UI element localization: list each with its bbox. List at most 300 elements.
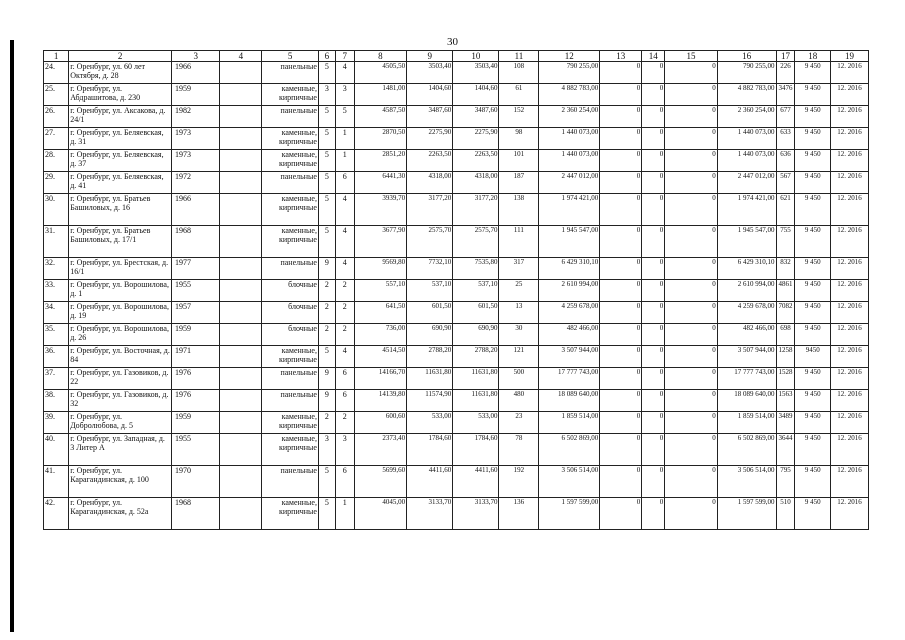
cell-col-12: 3 506 514,00 (539, 466, 600, 498)
cell-col-4 (220, 62, 262, 84)
cell-col-11: 23 (499, 412, 539, 434)
cell-col-13: 0 (600, 106, 642, 128)
cell-col-6: 5 (318, 194, 335, 226)
cell-col-1: 41. (44, 466, 69, 498)
cell-col-8: 557,10 (354, 280, 406, 302)
cell-col-16: 3 506 514,00 (717, 466, 776, 498)
cell-col-17: 3644 (776, 434, 795, 466)
cell-col-17: 3489 (776, 412, 795, 434)
cell-col-11: 108 (499, 62, 539, 84)
table-row (44, 324, 869, 346)
cell-col-19: 12. 2016 (831, 280, 869, 302)
cell-col-7: 2 (335, 324, 354, 346)
cell-col-1: 36. (44, 346, 69, 368)
cell-col-9: 3133,70 (407, 498, 453, 530)
cell-col-3: 1959 (172, 412, 220, 434)
cell-col-19: 12. 2016 (831, 84, 869, 106)
cell-col-11: 25 (499, 280, 539, 302)
cell-col-3: 1968 (172, 226, 220, 258)
cell-col-16: 1 440 073,00 (717, 150, 776, 172)
cell-col-2: г. Оренбург, ул. Ворошилова, д. 1 (69, 280, 172, 302)
cell-col-16: 4 882 783,00 (717, 84, 776, 106)
cell-col-1: 31. (44, 226, 69, 258)
cell-col-6: 5 (318, 128, 335, 150)
cell-col-10: 690,90 (453, 324, 499, 346)
cell-col-10: 4411,60 (453, 466, 499, 498)
cell-col-4 (220, 302, 262, 324)
cell-col-6: 9 (318, 368, 335, 390)
cell-col-18: 9 450 (795, 172, 831, 194)
left-margin-bar (10, 40, 14, 632)
cell-col-9: 1784,60 (407, 434, 453, 466)
cell-col-16: 2 447 012,00 (717, 172, 776, 194)
cell-col-9: 2575,70 (407, 226, 453, 258)
cell-col-10: 2263,50 (453, 150, 499, 172)
cell-col-2: г. Оренбург, ул. Брестская, д. 16/1 (69, 258, 172, 280)
cell-col-9: 1404,60 (407, 84, 453, 106)
cell-col-2: г. Оренбург, ул. Аксакова, д. 24/1 (69, 106, 172, 128)
cell-col-13: 0 (600, 302, 642, 324)
table-row (44, 84, 869, 106)
cell-col-3: 1976 (172, 368, 220, 390)
cell-col-14: 0 (642, 466, 665, 498)
cell-col-9: 3503,40 (407, 62, 453, 84)
cell-col-2: г. Оренбург, ул. Добролюбова, д. 5 (69, 412, 172, 434)
cell-col-15: 0 (665, 498, 717, 530)
cell-col-17: 1528 (776, 368, 795, 390)
cell-col-2: г. Оренбург, ул. Карагандинская, д. 52а (69, 498, 172, 530)
cell-col-2: г. Оренбург, ул. Ворошилова, д. 26 (69, 324, 172, 346)
cell-col-8: 14139,80 (354, 390, 406, 412)
cell-col-15: 0 (665, 226, 717, 258)
cell-col-7: 3 (335, 434, 354, 466)
cell-col-5: каменные, кирпичные (262, 226, 319, 258)
cell-col-13: 0 (600, 466, 642, 498)
cell-col-8: 4514,50 (354, 346, 406, 368)
cell-col-2: г. Оренбург, ул. Абдрашитова, д. 230 (69, 84, 172, 106)
cell-col-17: 4861 (776, 280, 795, 302)
cell-col-4 (220, 412, 262, 434)
table-row (44, 466, 869, 498)
cell-col-9: 3177,20 (407, 194, 453, 226)
cell-col-2: г. Оренбург, ул. Братьев Башиловых, д. 17/1 (69, 226, 172, 258)
table-row (44, 62, 869, 84)
cell-col-5: каменные, кирпичные (262, 346, 319, 368)
cell-col-9: 601,50 (407, 302, 453, 324)
column-header: 16 (717, 51, 776, 62)
cell-col-11: 480 (499, 390, 539, 412)
cell-col-15: 0 (665, 280, 717, 302)
cell-col-15: 0 (665, 434, 717, 466)
cell-col-8: 3939,70 (354, 194, 406, 226)
cell-col-13: 0 (600, 368, 642, 390)
cell-col-12: 3 507 944,00 (539, 346, 600, 368)
cell-col-9: 11631,80 (407, 368, 453, 390)
column-header: 3 (172, 51, 220, 62)
cell-col-19: 12. 2016 (831, 412, 869, 434)
cell-col-19: 12. 2016 (831, 346, 869, 368)
page-number: 30 (447, 36, 458, 48)
cell-col-14: 0 (642, 324, 665, 346)
table-row (44, 150, 869, 172)
cell-col-4 (220, 258, 262, 280)
table-body (44, 62, 869, 530)
cell-col-4 (220, 346, 262, 368)
cell-col-3: 1966 (172, 194, 220, 226)
cell-col-6: 9 (318, 390, 335, 412)
cell-col-13: 0 (600, 412, 642, 434)
cell-col-13: 0 (600, 390, 642, 412)
cell-col-17: 633 (776, 128, 795, 150)
cell-col-10: 4318,00 (453, 172, 499, 194)
cell-col-19: 12. 2016 (831, 434, 869, 466)
cell-col-9: 533,00 (407, 412, 453, 434)
cell-col-9: 2275,90 (407, 128, 453, 150)
cell-col-19: 12. 2016 (831, 324, 869, 346)
cell-col-10: 3503,40 (453, 62, 499, 84)
cell-col-18: 9 450 (795, 466, 831, 498)
cell-col-2: г. Оренбург, ул. Газовиков, д. 22 (69, 368, 172, 390)
cell-col-2: г. Оренбург, ул. Западная, д. 3 Литер А (69, 434, 172, 466)
cell-col-5: блочные (262, 280, 319, 302)
cell-col-4 (220, 172, 262, 194)
cell-col-15: 0 (665, 150, 717, 172)
cell-col-3: 1971 (172, 346, 220, 368)
cell-col-7: 5 (335, 106, 354, 128)
cell-col-5: панельные (262, 172, 319, 194)
cell-col-17: 677 (776, 106, 795, 128)
cell-col-15: 0 (665, 390, 717, 412)
cell-col-4 (220, 324, 262, 346)
cell-col-12: 482 466,00 (539, 324, 600, 346)
cell-col-12: 790 255,00 (539, 62, 600, 84)
cell-col-14: 0 (642, 128, 665, 150)
cell-col-14: 0 (642, 84, 665, 106)
table-row (44, 434, 869, 466)
cell-col-15: 0 (665, 172, 717, 194)
cell-col-5: блочные (262, 324, 319, 346)
column-header: 12 (539, 51, 600, 62)
cell-col-8: 641,50 (354, 302, 406, 324)
cell-col-17: 698 (776, 324, 795, 346)
cell-col-3: 1968 (172, 498, 220, 530)
cell-col-1: 39. (44, 412, 69, 434)
cell-col-11: 101 (499, 150, 539, 172)
cell-col-14: 0 (642, 172, 665, 194)
cell-col-18: 9 450 (795, 128, 831, 150)
cell-col-15: 0 (665, 258, 717, 280)
cell-col-2: г. Оренбург, ул. Газовиков, д. 32 (69, 390, 172, 412)
cell-col-8: 2870,50 (354, 128, 406, 150)
cell-col-16: 1 859 514,00 (717, 412, 776, 434)
cell-col-13: 0 (600, 258, 642, 280)
column-header: 9 (407, 51, 453, 62)
cell-col-16: 1 597 599,00 (717, 498, 776, 530)
cell-col-12: 1 859 514,00 (539, 412, 600, 434)
cell-col-3: 1959 (172, 84, 220, 106)
cell-col-1: 28. (44, 150, 69, 172)
cell-col-10: 533,00 (453, 412, 499, 434)
cell-col-2: г. Оренбург, ул. Беляевская, д. 37 (69, 150, 172, 172)
column-header: 13 (600, 51, 642, 62)
cell-col-10: 2788,20 (453, 346, 499, 368)
cell-col-12: 4 882 783,00 (539, 84, 600, 106)
cell-col-13: 0 (600, 346, 642, 368)
cell-col-16: 6 429 310,10 (717, 258, 776, 280)
cell-col-6: 5 (318, 150, 335, 172)
cell-col-6: 3 (318, 434, 335, 466)
cell-col-5: панельные (262, 368, 319, 390)
cell-col-7: 1 (335, 498, 354, 530)
cell-col-7: 6 (335, 466, 354, 498)
cell-col-1: 35. (44, 324, 69, 346)
cell-col-5: каменные, кирпичные (262, 194, 319, 226)
cell-col-4 (220, 128, 262, 150)
cell-col-4 (220, 194, 262, 226)
cell-col-1: 32. (44, 258, 69, 280)
cell-col-13: 0 (600, 194, 642, 226)
cell-col-9: 11574,90 (407, 390, 453, 412)
cell-col-6: 5 (318, 346, 335, 368)
table-row (44, 172, 869, 194)
cell-col-5: панельные (262, 62, 319, 84)
cell-col-17: 7082 (776, 302, 795, 324)
cell-col-10: 1404,60 (453, 84, 499, 106)
cell-col-8: 600,60 (354, 412, 406, 434)
column-header: 19 (831, 51, 869, 62)
cell-col-14: 0 (642, 150, 665, 172)
cell-col-1: 37. (44, 368, 69, 390)
cell-col-6: 2 (318, 412, 335, 434)
cell-col-18: 9 450 (795, 226, 831, 258)
cell-col-5: каменные, кирпичные (262, 498, 319, 530)
cell-col-18: 9 450 (795, 106, 831, 128)
table-row (44, 390, 869, 412)
cell-col-7: 4 (335, 194, 354, 226)
cell-col-17: 832 (776, 258, 795, 280)
cell-col-5: каменные, кирпичные (262, 434, 319, 466)
cell-col-10: 601,50 (453, 302, 499, 324)
cell-col-14: 0 (642, 258, 665, 280)
cell-col-6: 9 (318, 258, 335, 280)
cell-col-19: 12. 2016 (831, 62, 869, 84)
cell-col-9: 3487,60 (407, 106, 453, 128)
column-header: 10 (453, 51, 499, 62)
cell-col-4 (220, 84, 262, 106)
cell-col-2: г. Оренбург, ул. Восточная, д. 84 (69, 346, 172, 368)
cell-col-14: 0 (642, 434, 665, 466)
cell-col-10: 537,10 (453, 280, 499, 302)
cell-col-18: 9 450 (795, 84, 831, 106)
cell-col-15: 0 (665, 62, 717, 84)
cell-col-3: 1982 (172, 106, 220, 128)
cell-col-15: 0 (665, 466, 717, 498)
cell-col-17: 755 (776, 226, 795, 258)
cell-col-6: 2 (318, 324, 335, 346)
cell-col-12: 2 447 012,00 (539, 172, 600, 194)
cell-col-1: 24. (44, 62, 69, 84)
cell-col-2: г. Оренбург, ул. 60 лет Октября, д. 28 (69, 62, 172, 84)
cell-col-11: 78 (499, 434, 539, 466)
cell-col-8: 5699,60 (354, 466, 406, 498)
cell-col-16: 482 466,00 (717, 324, 776, 346)
cell-col-19: 12. 2016 (831, 194, 869, 226)
cell-col-3: 1977 (172, 258, 220, 280)
cell-col-9: 4318,00 (407, 172, 453, 194)
cell-col-18: 9 450 (795, 412, 831, 434)
cell-col-12: 2 610 994,00 (539, 280, 600, 302)
cell-col-1: 42. (44, 498, 69, 530)
cell-col-12: 1 974 421,00 (539, 194, 600, 226)
cell-col-7: 2 (335, 280, 354, 302)
cell-col-10: 3487,60 (453, 106, 499, 128)
table-row (44, 226, 869, 258)
table-row (44, 128, 869, 150)
cell-col-10: 3133,70 (453, 498, 499, 530)
cell-col-19: 12. 2016 (831, 390, 869, 412)
cell-col-13: 0 (600, 62, 642, 84)
cell-col-7: 4 (335, 226, 354, 258)
cell-col-8: 4505,50 (354, 62, 406, 84)
cell-col-15: 0 (665, 194, 717, 226)
cell-col-4 (220, 150, 262, 172)
cell-col-8: 736,00 (354, 324, 406, 346)
cell-col-12: 6 429 310,10 (539, 258, 600, 280)
cell-col-7: 6 (335, 172, 354, 194)
cell-col-7: 2 (335, 412, 354, 434)
column-header: 6 (318, 51, 335, 62)
cell-col-13: 0 (600, 150, 642, 172)
cell-col-4 (220, 498, 262, 530)
cell-col-4 (220, 368, 262, 390)
cell-col-16: 2 610 994,00 (717, 280, 776, 302)
cell-col-16: 1 974 421,00 (717, 194, 776, 226)
cell-col-14: 0 (642, 226, 665, 258)
cell-col-16: 18 089 640,00 (717, 390, 776, 412)
cell-col-16: 3 507 944,00 (717, 346, 776, 368)
cell-col-11: 500 (499, 368, 539, 390)
cell-col-8: 14166,70 (354, 368, 406, 390)
cell-col-16: 17 777 743,00 (717, 368, 776, 390)
cell-col-9: 7732,10 (407, 258, 453, 280)
cell-col-13: 0 (600, 84, 642, 106)
column-header: 1 (44, 51, 69, 62)
cell-col-15: 0 (665, 128, 717, 150)
cell-col-6: 5 (318, 62, 335, 84)
cell-col-13: 0 (600, 434, 642, 466)
cell-col-17: 567 (776, 172, 795, 194)
cell-col-8: 3677,90 (354, 226, 406, 258)
header-row (44, 51, 869, 62)
cell-col-7: 6 (335, 390, 354, 412)
cell-col-3: 1973 (172, 150, 220, 172)
cell-col-7: 4 (335, 258, 354, 280)
cell-col-11: 121 (499, 346, 539, 368)
table-row (44, 258, 869, 280)
table-row (44, 194, 869, 226)
cell-col-17: 1258 (776, 346, 795, 368)
cell-col-1: 33. (44, 280, 69, 302)
column-header: 14 (642, 51, 665, 62)
cell-col-3: 1955 (172, 280, 220, 302)
cell-col-14: 0 (642, 368, 665, 390)
cell-col-13: 0 (600, 324, 642, 346)
cell-col-12: 18 089 640,00 (539, 390, 600, 412)
cell-col-2: г. Оренбург, ул. Ворошилова, д. 19 (69, 302, 172, 324)
cell-col-14: 0 (642, 62, 665, 84)
cell-col-18: 9 450 (795, 434, 831, 466)
cell-col-1: 29. (44, 172, 69, 194)
cell-col-6: 5 (318, 172, 335, 194)
cell-col-12: 1 440 073,00 (539, 150, 600, 172)
cell-col-16: 1 945 547,00 (717, 226, 776, 258)
cell-col-8: 4587,50 (354, 106, 406, 128)
cell-col-12: 1 440 073,00 (539, 128, 600, 150)
cell-col-9: 4411,60 (407, 466, 453, 498)
cell-col-19: 12. 2016 (831, 368, 869, 390)
cell-col-3: 1955 (172, 434, 220, 466)
cell-col-2: г. Оренбург, ул. Братьев Башиловых, д. 16 (69, 194, 172, 226)
cell-col-12: 6 502 869,00 (539, 434, 600, 466)
cell-col-5: каменные, кирпичные (262, 128, 319, 150)
cell-col-7: 4 (335, 346, 354, 368)
cell-col-12: 1 945 547,00 (539, 226, 600, 258)
cell-col-14: 0 (642, 280, 665, 302)
cell-col-7: 6 (335, 368, 354, 390)
cell-col-3: 1972 (172, 172, 220, 194)
cell-col-18: 9 450 (795, 194, 831, 226)
cell-col-14: 0 (642, 346, 665, 368)
cell-col-9: 2788,20 (407, 346, 453, 368)
cell-col-4 (220, 390, 262, 412)
cell-col-8: 2851,20 (354, 150, 406, 172)
cell-col-14: 0 (642, 106, 665, 128)
cell-col-8: 2373,40 (354, 434, 406, 466)
table-row (44, 412, 869, 434)
cell-col-1: 25. (44, 84, 69, 106)
cell-col-5: блочные (262, 302, 319, 324)
cell-col-17: 795 (776, 466, 795, 498)
cell-col-9: 537,10 (407, 280, 453, 302)
cell-col-10: 2275,90 (453, 128, 499, 150)
cell-col-18: 9 450 (795, 280, 831, 302)
cell-col-16: 1 440 073,00 (717, 128, 776, 150)
cell-col-2: г. Оренбург, ул. Беляевская, д. 41 (69, 172, 172, 194)
cell-col-4 (220, 106, 262, 128)
cell-col-6: 5 (318, 466, 335, 498)
cell-col-9: 2263,50 (407, 150, 453, 172)
cell-col-19: 12. 2016 (831, 498, 869, 530)
cell-col-17: 621 (776, 194, 795, 226)
cell-col-4 (220, 280, 262, 302)
cell-col-16: 2 360 254,00 (717, 106, 776, 128)
cell-col-18: 9 450 (795, 150, 831, 172)
table-row (44, 106, 869, 128)
cell-col-8: 6441,30 (354, 172, 406, 194)
cell-col-10: 11631,80 (453, 390, 499, 412)
cell-col-6: 2 (318, 302, 335, 324)
cell-col-6: 2 (318, 280, 335, 302)
cell-col-19: 12. 2016 (831, 302, 869, 324)
table-row (44, 498, 869, 530)
cell-col-12: 2 360 254,00 (539, 106, 600, 128)
cell-col-19: 12. 2016 (831, 128, 869, 150)
cell-col-1: 30. (44, 194, 69, 226)
cell-col-13: 0 (600, 172, 642, 194)
cell-col-18: 9 450 (795, 390, 831, 412)
cell-col-14: 0 (642, 302, 665, 324)
column-header: 7 (335, 51, 354, 62)
